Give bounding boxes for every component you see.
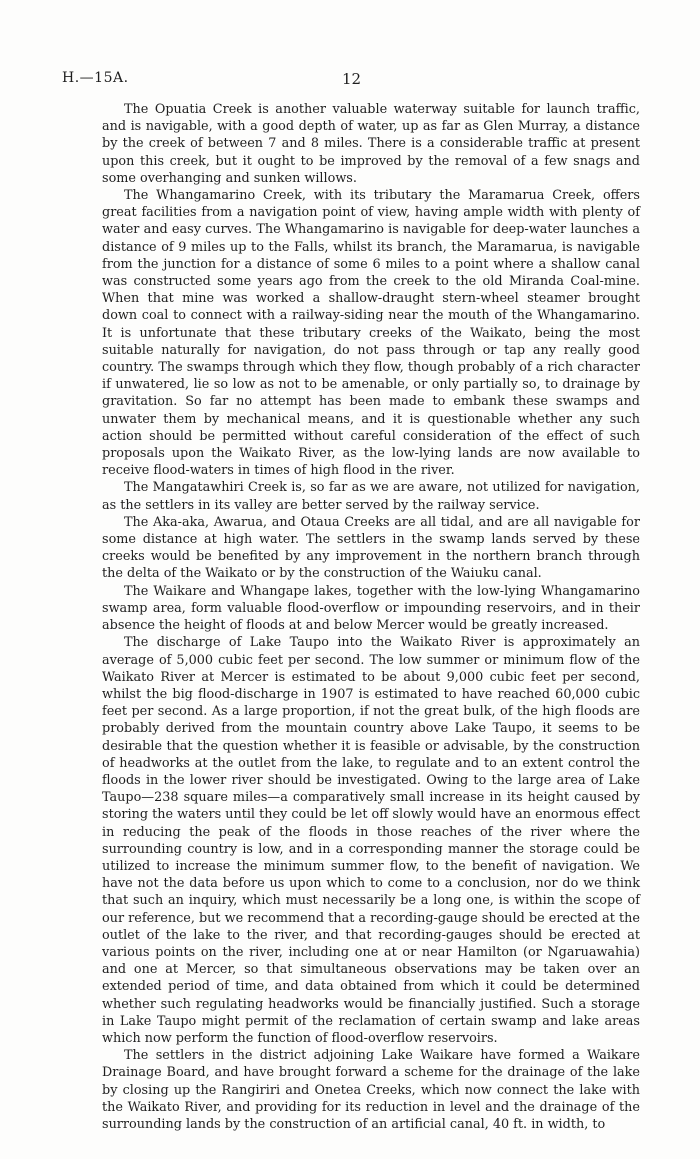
paragraph-waikare-whangape-lakes: The Waikare and Whangape lakes, together with the low-lying Whangamarino swamp area, form valuable flood-overflow or impounding reservoirs, and in their absence the height of floods at and below Mercer would be greatly increased.: [102, 583, 640, 634]
paragraph-opuatia-creek: The Opuatia Creek is another valuable waterway suitable for launch traffic, and is navigable, with a good depth of water, up as far as Glen Murray, a distance by the creek of between 7 and 8 miles. There is a considerable traffic at present upon this creek, but it ought to be improved by the removal of a few snags and some overhanging and sunken willows.: [102, 102, 640, 186]
paragraph-mangatawhiri-creek: The Mangatawhiri Creek is, so far as we are aware, not utilized for navigation, as the settlers in its valley are better served by the railway service.: [102, 480, 640, 513]
paragraph-drainage-board: The settlers in the district adjoining Lake Waikare have formed a Waikare Drainage Board, and have brought forward a scheme for the drainage of the lake by closing up the Rangiriri and Onetea Creeks, which now connect the lake with the Waikato River, and providing for its reduction in level and the drainage of the surrounding lands by the construction of an artificial canal, 40 ft. in width, to: [102, 1048, 640, 1132]
page-header: [62, 70, 640, 92]
paragraph-tidal-creeks: The Aka-aka, Awarua, and Otaua Creeks are all tidal, and are all navigable for some distance at high water. The settlers in the swamp lands served by these creeks would be benefited by any improvement in the northern branch through the delta of the Waikato or by the construction of the Waiuku canal.: [102, 514, 640, 582]
paragraph-lake-taupo: The discharge of Lake Taupo into the Waikato River is approximately an average of 5,000 cubic feet per second. The low summer or minimum flow of the Waikato River at Mercer is estimated to be about 9,000 cubic feet per second, whilst the big flood-discharge in 1907 is estimated to have reached 60,000 cubic feet per second. As a large proportion, if not the great bulk, of the high floods are probably derived from the mountain country above Lake Taupo, it seems to be desirable that the question whether it is feasible or advisable, by the construction of headworks at the outlet from the lake, to regulate and to an extent control the floods in the lower river should be investigated. Owing to the large area of Lake Taupo—238 square miles—a comparatively small increase in its height caused by storing the waters until they could be let off slowly would have an enormous effect in reducing the peak of the floods in those reaches of the river where the surrounding country is low, and in a corresponding manner the storage could be utilized to increase the minimum summer flow, to the benefit of navigation. We have not the data before us upon which to come to a conclusion, nor do we think that such an inquiry, which must necessarily be a long one, is within the scope of our reference, but we recommend that a recording-gauge should be erected at the outlet of the lake to the river, and that recording-gauges should be erected at various points on the river, including one at or near Hamilton (or Ngaruawahia) and one at Mercer, so that simultaneous observations may be taken over an extended period of time, and data obtained from which it could be determined whether such regulating headworks would be financially justified. Such a storage in Lake Taupo might permit of the reclamation of certain swamp and lake areas which now perform the function of flood-overflow reservoirs.: [102, 635, 640, 1046]
body-text: [102, 101, 640, 1133]
document-reference: H.—15A.: [62, 70, 129, 86]
page-number: 12: [342, 70, 362, 88]
paragraph-whangamarino-creek: The Whangamarino Creek, with its tributary the Maramarua Creek, offers great facilities from a navigation point of view, having ample width with plenty of water and easy curves. The Whangamarino is navigable for deep-water launches a distance of 9 miles up to the Falls, whilst its branch, the Maramarua, is navigable from the junction for a distance of some 6 miles to a point where a shallow canal was constructed some years ago from the creek to the old Miranda Coal-mine. When that mine was worked a shallow-draught stern-wheel steamer brought down coal to connect with a railway-siding near the mouth of the Whangamarino. It is unfortunate that these tributary creeks of the Waikato, being the most suitable naturally for navigation, do not pass through or tap any really good country. The swamps through which they flow, though probably of a rich character if unwatered, lie so low as not to be amenable, or only partially so, to drainage by gravitation. So far no attempt has been made to embank these swamps and unwater them by mechanical means, and it is questionable whether any such action should be permitted without careful consideration of the effect of such proposals upon the Waikato River, as the low-lying lands are now available to receive flood-waters in times of high flood in the river.: [102, 188, 640, 479]
